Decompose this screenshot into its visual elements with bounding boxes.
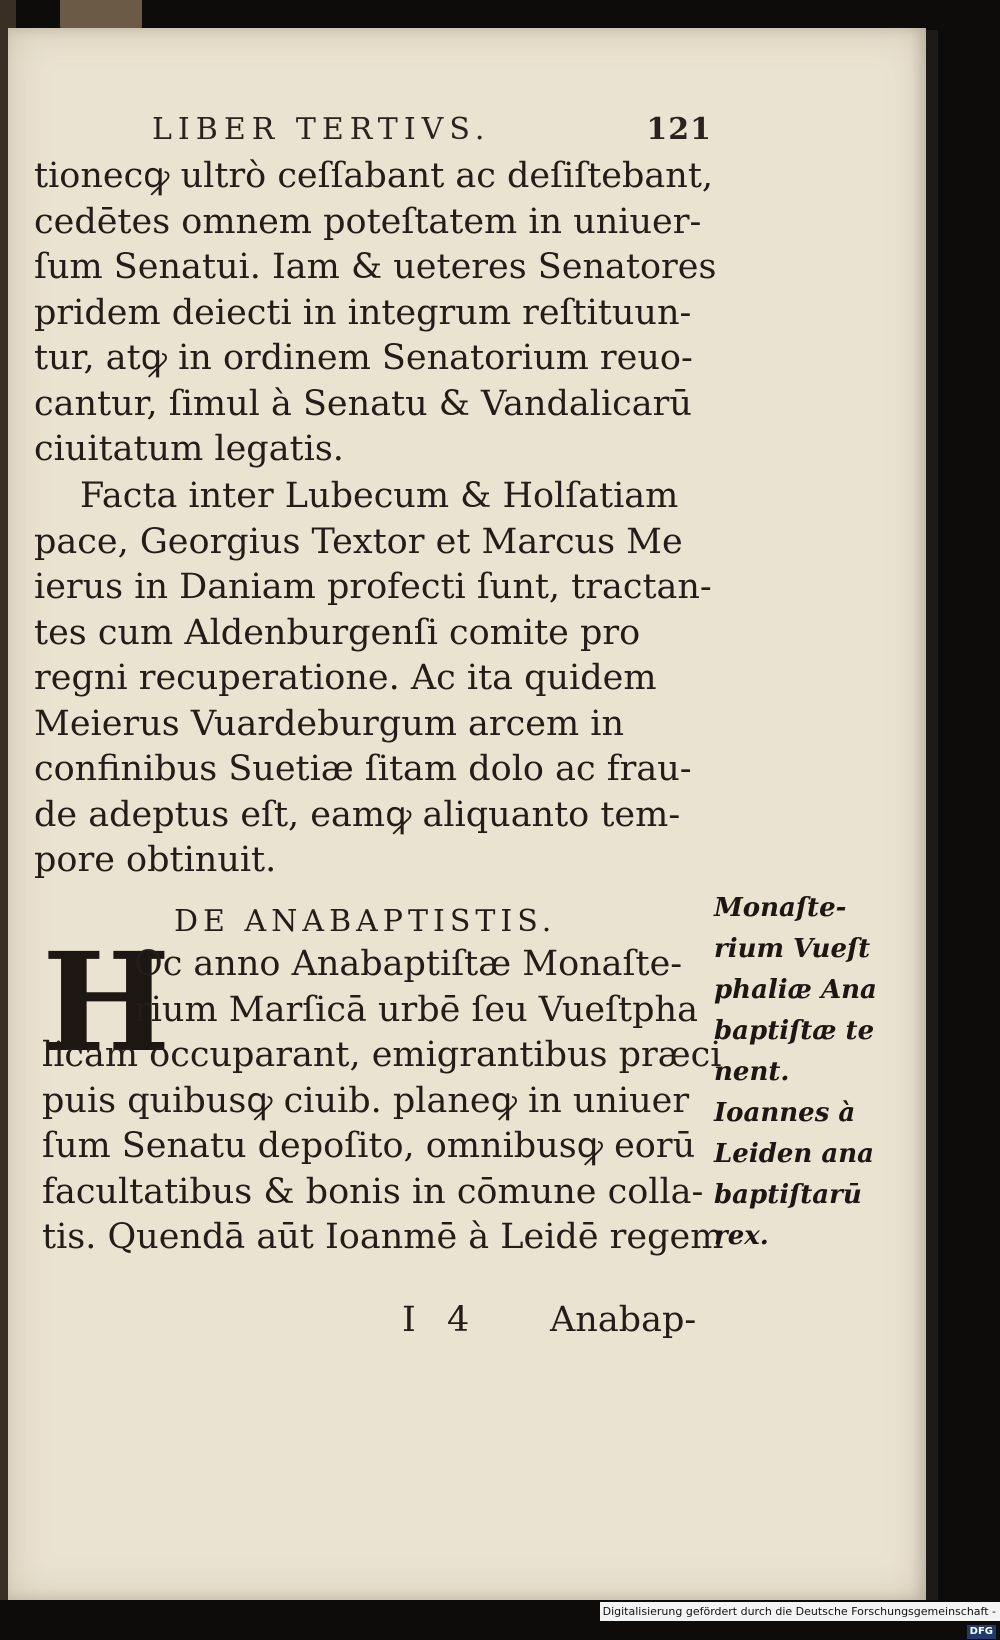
text-line: licam occuparant, emigrantibus præci <box>42 1035 722 1075</box>
paragraph-3 <box>42 923 724 1261</box>
text-line: regni recuperatione. Ac ita quidem <box>34 658 657 698</box>
text-line: pore obtinuit. <box>34 840 277 880</box>
running-header <box>152 112 712 152</box>
text-line: Meierus Vuardeburgum arcem in <box>34 703 625 744</box>
margin-note-line: rex. <box>714 1221 769 1251</box>
margin-note-line: phaliæ Ana <box>714 975 877 1005</box>
text-line: ſum Senatui. Iam & ueteres Senatores <box>34 247 717 287</box>
margin-note-line: Monaſte- <box>714 893 847 923</box>
drop-capital: H <box>42 923 171 1083</box>
text-line: tur, atꝙ in ordinem Senatorium reuo- <box>34 338 693 378</box>
book-tab <box>60 0 142 30</box>
page-edge <box>926 30 938 1600</box>
text-line: cantur, ſimul à Senatu & Vandalicarū <box>34 383 692 424</box>
text-line: Oc anno Anabaptiſtæ Monaſte- <box>134 944 683 984</box>
margin-note-line: Ioannes à <box>714 1098 856 1128</box>
text-line: ierus in Daniam profecti ſunt, tractan- <box>34 567 712 607</box>
text-line: Facta inter Lubecum & Holſatiam <box>80 476 679 516</box>
text-line: de adeptus eſt, eamꝙ aliquanto tem- <box>34 794 681 835</box>
dfg-logo: DFG <box>967 1625 996 1639</box>
catchword: Anabap- <box>550 1300 697 1340</box>
margin-note-line: nent. <box>714 1057 790 1087</box>
funding-text: Digitalisierung gefördert durch die Deutsche Forschungsgemeinschaft - <box>602 1605 996 1618</box>
margin-note-line: rium Vueſt <box>714 934 871 964</box>
paragraph-2 <box>34 474 712 884</box>
margin-note <box>714 888 884 1257</box>
paragraph-1 <box>34 154 717 473</box>
margin-note-line: baptiſtæ te <box>714 1016 875 1046</box>
text-line: confinibus Suetiæ ſitam dolo ac frau- <box>34 749 692 789</box>
text-line: pace, Georgius Textor et Marcus Me <box>34 521 683 562</box>
page-foot <box>402 1300 722 1346</box>
text-line: ſum Senatu depoſito, omnibusꝙ eorū <box>42 1126 696 1166</box>
folio-number: 121 <box>646 112 712 147</box>
text-line: ciuitatum legatis. <box>34 429 344 469</box>
funding-footer <box>600 1602 1000 1637</box>
running-title: LIBER TERTIVS. <box>152 112 491 147</box>
text-line: puis quibusꝙ ciuib. planeꝙ in uniuer <box>42 1080 690 1121</box>
text-line: tionecꝙ ultrò ceſſabant ac deſiſtebant, <box>34 156 714 196</box>
text-line: cedētes omnem poteſtatem in uniuer- <box>34 201 702 242</box>
text-line: tis. Quendā aūt Ioanmē à Leidē regem <box>42 1217 724 1257</box>
text-line: rium Marſicā urbē ſeu Vueſtpha <box>134 989 698 1030</box>
text-line: pridem deiecti in integrum reſtituun- <box>34 292 692 333</box>
margin-note-line: Leiden ana <box>714 1139 874 1169</box>
text-line: tes cum Aldenburgenſi comite pro <box>34 612 641 653</box>
section-heading: DE ANABAPTISTIS. <box>174 904 557 939</box>
signature-mark: I 4 <box>402 1300 480 1340</box>
text-line: facultatibus & bonis in cōmune colla- <box>42 1171 704 1212</box>
margin-note-line: baptiſtarū <box>714 1180 862 1210</box>
